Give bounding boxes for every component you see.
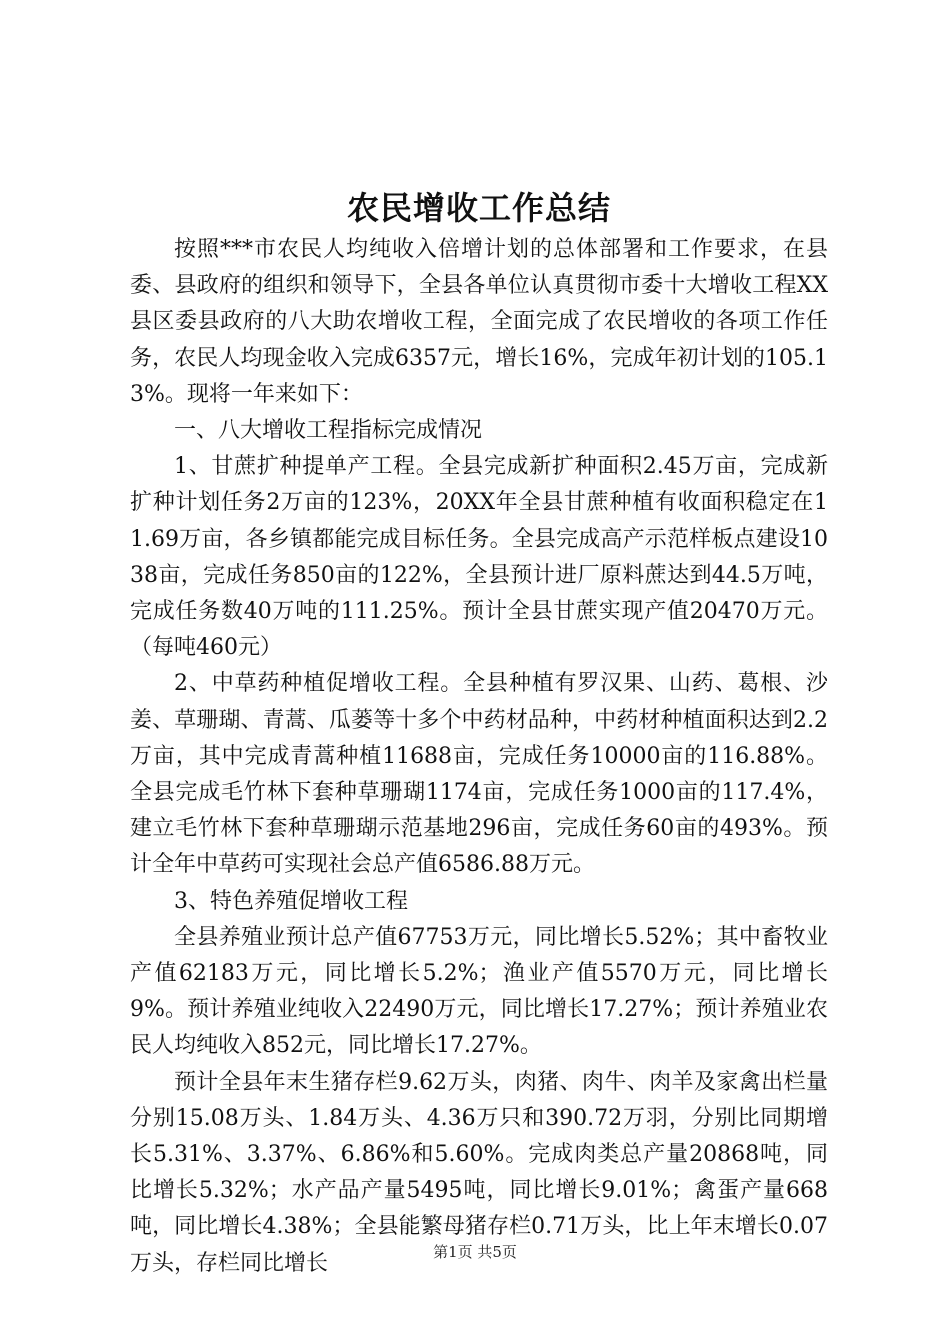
document-body [130,232,828,1282]
section-heading: 一、八大增收工程指标完成情况 [174,418,483,444]
paragraph-livestock-stock: 预计全县年末生猪存栏9.62万头，肉猪、肉牛、肉羊及家禽出栏量分别15.08万头、1.84万头、4.36万只和390.72万羽，分别比同期增长5.31%、3.37%、6.86%和5.60%。完成肉类总产量20868吨，同比增长5.32%；水产品产量5495吨，同比增长9.01%；禽蛋产量668吨，同比增长4.38%；全县能繁母猪存栏0.71万头，比上年末增长0.07万头，存栏同比增长 [130,1069,828,1276]
subsection-heading: 3、特色养殖促增收工程 [174,888,408,914]
paragraph-livestock-output: 全县养殖业预计总产值67753万元，同比增长5.52%；其中畜牧业产值62183万元，同比增长5.2%；渔业产值5570万元，同比增长9%。预计养殖业纯收入22490万元，同比增长17.27%；预计养殖业农民人均纯收入852元，同比增长17.27%。 [130,924,828,1059]
paragraph-intro: 按照***市农民人均纯收入倍增计划的总体部署和工作要求，在县委、县政府的组织和领导下，全县各单位认真贯彻市委十大增收工程XX县区委县政府的八大助农增收工程，全面完成了农民增收的各项工作任务，农民人均现金收入完成6357元，增长16%，完成年初计划的105.13%。现将一年来如下： [130,237,828,407]
page-number: 第1页 共5页 [433,1243,517,1261]
document-title: 农民增收工作总结 [346,189,611,227]
paragraph-herbal: 2、中草药种植促增收工程。全县种植有罗汉果、山药、葛根、沙姜、草珊瑚、青蒿、瓜蒌等十多个中药材品种，中药材种植面积达到2.2万亩，其中完成青蒿种植11688亩，完成任务10000亩的116.88%。全县完成毛竹林下套种草珊瑚1174亩，完成任务1000亩的117.4%，建立毛竹林下套种草珊瑚示范基地296亩，完成任务60亩的493%。预计全年中草药可实现社会总产值6586.88万元。 [130,671,828,878]
paragraph-sugarcane: 1、甘蔗扩种提单产工程。全县完成新扩种面积2.45万亩，完成新扩种计划任务2万亩的123%，20XX年全县甘蔗种植有收面积稳定在11.69万亩，各乡镇都能完成目标任务。全县完成高产示范样板点建设1038亩，完成任务850亩的122%，全县预计进厂原料蔗达到44.5万吨，完成任务数40万吨的111.25%。预计全县甘蔗实现产值20470万元。（每吨460元） [130,454,828,661]
